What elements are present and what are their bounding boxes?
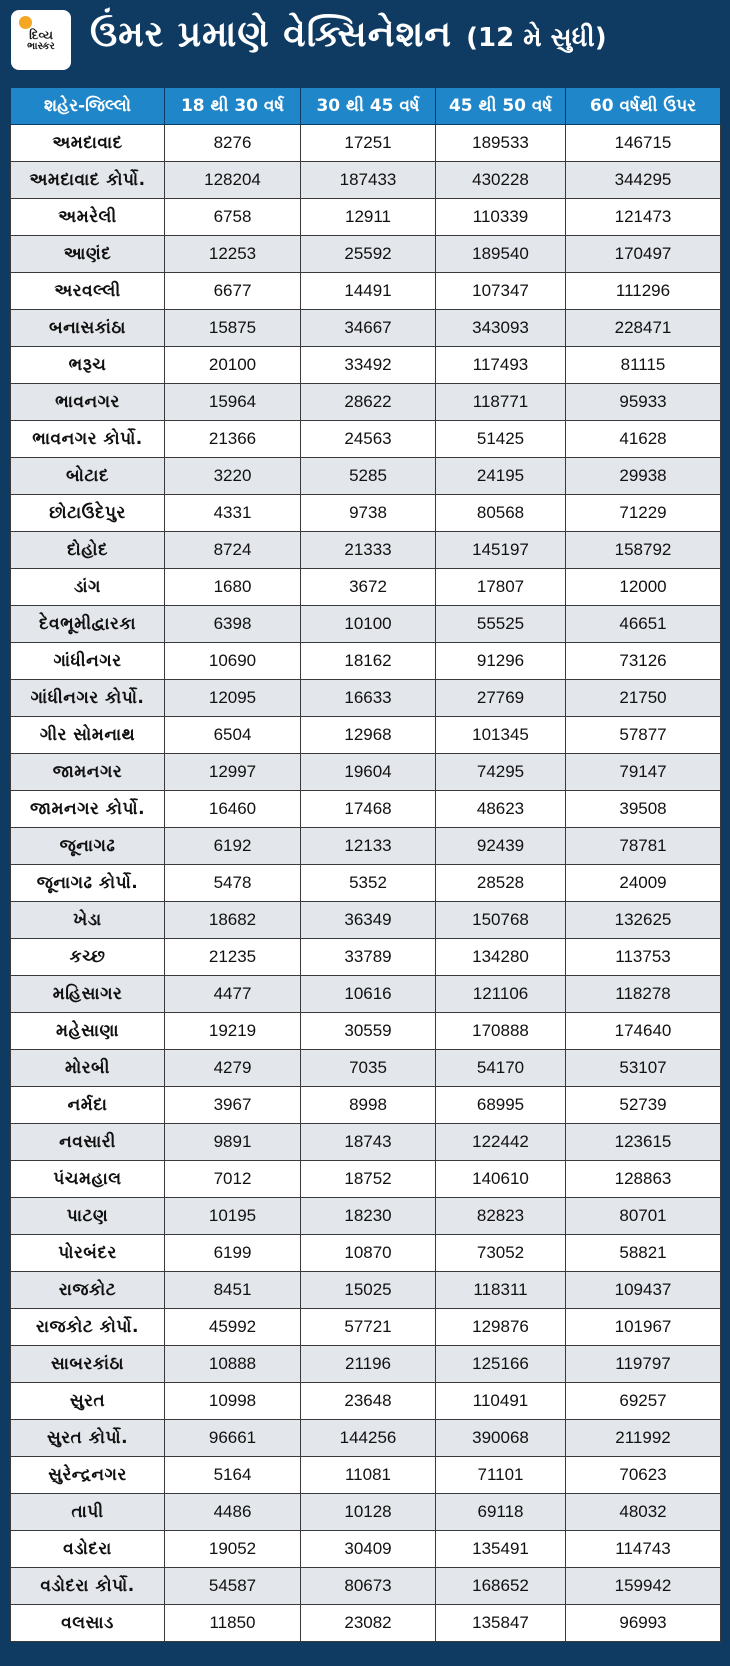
age-18-30-cell: 4331 [165,495,301,532]
age-60-plus-cell: 228471 [566,310,721,347]
age-45-50-cell: 28528 [436,865,566,902]
column-header-city: શહેર-જિલ્લો [11,88,165,125]
table-body [11,125,721,1642]
age-30-45-cell: 12133 [301,828,436,865]
age-60-plus-cell: 113753 [566,939,721,976]
age-60-plus-cell: 96993 [566,1605,721,1642]
age-30-45-cell: 36349 [301,902,436,939]
table-row [11,1420,721,1457]
vaccination-table [10,87,721,1642]
age-30-45-cell: 21196 [301,1346,436,1383]
age-18-30-cell: 15964 [165,384,301,421]
age-45-50-cell: 390068 [436,1420,566,1457]
age-45-50-cell: 430228 [436,162,566,199]
age-45-50-cell: 92439 [436,828,566,865]
city-cell: ગાંધીનગર કોર્પો. [11,680,165,717]
age-60-plus-cell: 128863 [566,1161,721,1198]
city-cell: મહિસાગર [11,976,165,1013]
age-18-30-cell: 6398 [165,606,301,643]
table-row [11,1605,721,1642]
table-row [11,606,721,643]
city-cell: જૂનાગઢ કોર્પો. [11,865,165,902]
age-45-50-cell: 135847 [436,1605,566,1642]
table-row [11,976,721,1013]
brand-logo [11,10,71,70]
table-row [11,495,721,532]
age-60-plus-cell: 41628 [566,421,721,458]
age-30-45-cell: 7035 [301,1050,436,1087]
age-60-plus-cell: 101967 [566,1309,721,1346]
age-18-30-cell: 6199 [165,1235,301,1272]
age-60-plus-cell: 29938 [566,458,721,495]
age-60-plus-cell: 39508 [566,791,721,828]
city-cell: વડોદરા કોર્પો. [11,1568,165,1605]
age-18-30-cell: 3220 [165,458,301,495]
age-30-45-cell: 9738 [301,495,436,532]
table-row [11,1124,721,1161]
age-30-45-cell: 30409 [301,1531,436,1568]
age-18-30-cell: 8276 [165,125,301,162]
age-30-45-cell: 23648 [301,1383,436,1420]
age-45-50-cell: 110491 [436,1383,566,1420]
age-60-plus-cell: 70623 [566,1457,721,1494]
age-18-30-cell: 10195 [165,1198,301,1235]
age-30-45-cell: 21333 [301,532,436,569]
title-date: (12 મે સુધી) [466,23,607,53]
age-60-plus-cell: 121473 [566,199,721,236]
table-row [11,310,721,347]
age-30-45-cell: 11081 [301,1457,436,1494]
city-cell: વલસાડ [11,1605,165,1642]
age-18-30-cell: 4279 [165,1050,301,1087]
age-18-30-cell: 16460 [165,791,301,828]
age-30-45-cell: 18230 [301,1198,436,1235]
city-cell: અમદાવાદ કોર્પો. [11,162,165,199]
age-30-45-cell: 18162 [301,643,436,680]
age-45-50-cell: 17807 [436,569,566,606]
age-18-30-cell: 4477 [165,976,301,1013]
city-cell: સુરેન્દ્રનગર [11,1457,165,1494]
table-row [11,1494,721,1531]
table-row [11,754,721,791]
column-header-18-30: 18 થી 30 વર્ષ [165,88,301,125]
table-row [11,532,721,569]
city-cell: બનાસકાંઠા [11,310,165,347]
city-cell: વડોદરા [11,1531,165,1568]
city-cell: દેવભૂમીદ્વારકા [11,606,165,643]
city-cell: અમદાવાદ [11,125,165,162]
age-45-50-cell: 343093 [436,310,566,347]
city-cell: નવસારી [11,1124,165,1161]
age-60-plus-cell: 80701 [566,1198,721,1235]
age-18-30-cell: 5164 [165,1457,301,1494]
age-60-plus-cell: 78781 [566,828,721,865]
table-row [11,458,721,495]
age-60-plus-cell: 57877 [566,717,721,754]
age-30-45-cell: 28622 [301,384,436,421]
age-18-30-cell: 20100 [165,347,301,384]
age-30-45-cell: 57721 [301,1309,436,1346]
age-18-30-cell: 12997 [165,754,301,791]
age-60-plus-cell: 109437 [566,1272,721,1309]
table-row [11,569,721,606]
age-18-30-cell: 21235 [165,939,301,976]
city-cell: કચ્છ [11,939,165,976]
table-row [11,125,721,162]
age-30-45-cell: 16633 [301,680,436,717]
age-30-45-cell: 25592 [301,236,436,273]
age-18-30-cell: 3967 [165,1087,301,1124]
age-30-45-cell: 33492 [301,347,436,384]
age-30-45-cell: 19604 [301,754,436,791]
age-45-50-cell: 110339 [436,199,566,236]
city-cell: તાપી [11,1494,165,1531]
age-18-30-cell: 6677 [165,273,301,310]
age-45-50-cell: 68995 [436,1087,566,1124]
age-18-30-cell: 18682 [165,902,301,939]
age-60-plus-cell: 24009 [566,865,721,902]
table-header-row [11,88,721,125]
age-60-plus-cell: 95933 [566,384,721,421]
age-60-plus-cell: 158792 [566,532,721,569]
age-30-45-cell: 10128 [301,1494,436,1531]
age-30-45-cell: 187433 [301,162,436,199]
age-60-plus-cell: 114743 [566,1531,721,1568]
age-45-50-cell: 48623 [436,791,566,828]
table-row [11,384,721,421]
age-18-30-cell: 6504 [165,717,301,754]
age-18-30-cell: 15875 [165,310,301,347]
table-row [11,902,721,939]
age-45-50-cell: 51425 [436,421,566,458]
table-row [11,1568,721,1605]
city-cell: જામનગર [11,754,165,791]
age-60-plus-cell: 73126 [566,643,721,680]
city-cell: અમરેલી [11,199,165,236]
table-row [11,1161,721,1198]
city-cell: સુરત કોર્પો. [11,1420,165,1457]
city-cell: ખેડા [11,902,165,939]
age-18-30-cell: 12253 [165,236,301,273]
age-45-50-cell: 122442 [436,1124,566,1161]
age-45-50-cell: 24195 [436,458,566,495]
age-30-45-cell: 5352 [301,865,436,902]
city-cell: જામનગર કોર્પો. [11,791,165,828]
age-18-30-cell: 21366 [165,421,301,458]
age-60-plus-cell: 46651 [566,606,721,643]
city-cell: પાટણ [11,1198,165,1235]
table-row [11,643,721,680]
age-60-plus-cell: 174640 [566,1013,721,1050]
age-18-30-cell: 10690 [165,643,301,680]
age-18-30-cell: 6192 [165,828,301,865]
age-30-45-cell: 5285 [301,458,436,495]
age-30-45-cell: 144256 [301,1420,436,1457]
age-60-plus-cell: 12000 [566,569,721,606]
city-cell: મોરબી [11,1050,165,1087]
city-cell: જૂનાગઢ [11,828,165,865]
city-cell: ભરૂચ [11,347,165,384]
age-30-45-cell: 3672 [301,569,436,606]
age-60-plus-cell: 53107 [566,1050,721,1087]
table-row [11,1235,721,1272]
age-30-45-cell: 24563 [301,421,436,458]
age-45-50-cell: 91296 [436,643,566,680]
city-cell: અરવલ્લી [11,273,165,310]
age-30-45-cell: 12911 [301,199,436,236]
age-30-45-cell: 17251 [301,125,436,162]
age-60-plus-cell: 211992 [566,1420,721,1457]
age-45-50-cell: 82823 [436,1198,566,1235]
column-header-30-45: 30 થી 45 વર્ષ [301,88,436,125]
age-45-50-cell: 145197 [436,532,566,569]
age-30-45-cell: 18752 [301,1161,436,1198]
age-18-30-cell: 4486 [165,1494,301,1531]
age-18-30-cell: 8724 [165,532,301,569]
table-row [11,865,721,902]
table-row [11,828,721,865]
age-30-45-cell: 30559 [301,1013,436,1050]
city-cell: આણંદ [11,236,165,273]
age-30-45-cell: 34667 [301,310,436,347]
age-18-30-cell: 96661 [165,1420,301,1457]
city-cell: સુરત [11,1383,165,1420]
age-18-30-cell: 11850 [165,1605,301,1642]
age-45-50-cell: 129876 [436,1309,566,1346]
age-45-50-cell: 27769 [436,680,566,717]
age-60-plus-cell: 146715 [566,125,721,162]
age-30-45-cell: 18743 [301,1124,436,1161]
age-18-30-cell: 1680 [165,569,301,606]
age-18-30-cell: 19219 [165,1013,301,1050]
age-60-plus-cell: 132625 [566,902,721,939]
city-cell: બોટાદ [11,458,165,495]
age-30-45-cell: 8998 [301,1087,436,1124]
city-cell: નર્મદા [11,1087,165,1124]
age-45-50-cell: 107347 [436,273,566,310]
age-18-30-cell: 12095 [165,680,301,717]
age-45-50-cell: 71101 [436,1457,566,1494]
table-row [11,1050,721,1087]
page-title [90,14,607,74]
age-60-plus-cell: 52739 [566,1087,721,1124]
age-45-50-cell: 55525 [436,606,566,643]
age-45-50-cell: 134280 [436,939,566,976]
age-60-plus-cell: 111296 [566,273,721,310]
page-header [0,0,730,88]
age-45-50-cell: 168652 [436,1568,566,1605]
age-18-30-cell: 10998 [165,1383,301,1420]
age-60-plus-cell: 159942 [566,1568,721,1605]
age-45-50-cell: 118771 [436,384,566,421]
age-18-30-cell: 6758 [165,199,301,236]
city-cell: પંચમહાલ [11,1161,165,1198]
table-row [11,1457,721,1494]
age-18-30-cell: 7012 [165,1161,301,1198]
table-row [11,1198,721,1235]
age-30-45-cell: 15025 [301,1272,436,1309]
age-60-plus-cell: 58821 [566,1235,721,1272]
age-30-45-cell: 10870 [301,1235,436,1272]
sun-icon [19,16,32,29]
age-18-30-cell: 9891 [165,1124,301,1161]
table-row [11,347,721,384]
logo-text-line1: દિવ્ય [29,28,53,43]
age-60-plus-cell: 119797 [566,1346,721,1383]
age-45-50-cell: 117493 [436,347,566,384]
age-45-50-cell: 101345 [436,717,566,754]
age-45-50-cell: 69118 [436,1494,566,1531]
age-60-plus-cell: 79147 [566,754,721,791]
age-30-45-cell: 10100 [301,606,436,643]
age-18-30-cell: 54587 [165,1568,301,1605]
table-row [11,1346,721,1383]
age-30-45-cell: 10616 [301,976,436,1013]
table-row [11,1531,721,1568]
age-18-30-cell: 8451 [165,1272,301,1309]
age-45-50-cell: 54170 [436,1050,566,1087]
table-row [11,162,721,199]
table-row [11,1013,721,1050]
age-45-50-cell: 140610 [436,1161,566,1198]
age-60-plus-cell: 118278 [566,976,721,1013]
table-row [11,421,721,458]
city-cell: મહેસાણા [11,1013,165,1050]
table-row [11,1383,721,1420]
age-45-50-cell: 189540 [436,236,566,273]
age-45-50-cell: 121106 [436,976,566,1013]
table-row [11,680,721,717]
table-row [11,939,721,976]
table-row [11,273,721,310]
age-60-plus-cell: 71229 [566,495,721,532]
city-cell: સાબરકાંઠા [11,1346,165,1383]
city-cell: રાજકોટ કોર્પો. [11,1309,165,1346]
table-row [11,1272,721,1309]
city-cell: રાજકોટ [11,1272,165,1309]
age-60-plus-cell: 21750 [566,680,721,717]
title-main: ઉંમર પ્રમાણે વેક્સિનેશન [90,14,453,55]
age-45-50-cell: 80568 [436,495,566,532]
table-row [11,199,721,236]
city-cell: દોહોદ [11,532,165,569]
column-header-45-50: 45 થી 50 વર્ષ [436,88,566,125]
age-30-45-cell: 33789 [301,939,436,976]
age-45-50-cell: 189533 [436,125,566,162]
city-cell: ભાવનગર [11,384,165,421]
age-30-45-cell: 80673 [301,1568,436,1605]
age-30-45-cell: 17468 [301,791,436,828]
age-18-30-cell: 128204 [165,162,301,199]
logo-text-line2: ભાસ્કર [27,41,55,53]
age-60-plus-cell: 344295 [566,162,721,199]
city-cell: છોટાઉદેપુર [11,495,165,532]
age-60-plus-cell: 48032 [566,1494,721,1531]
age-45-50-cell: 170888 [436,1013,566,1050]
age-30-45-cell: 12968 [301,717,436,754]
city-cell: ભાવનગર કોર્પો. [11,421,165,458]
age-18-30-cell: 19052 [165,1531,301,1568]
age-60-plus-cell: 123615 [566,1124,721,1161]
column-header-60-plus: 60 વર્ષથી ઉપર [566,88,721,125]
age-18-30-cell: 10888 [165,1346,301,1383]
table-row [11,1309,721,1346]
city-cell: પોરબંદર [11,1235,165,1272]
age-18-30-cell: 45992 [165,1309,301,1346]
city-cell: ગાંધીનગર [11,643,165,680]
age-45-50-cell: 118311 [436,1272,566,1309]
age-18-30-cell: 5478 [165,865,301,902]
age-30-45-cell: 14491 [301,273,436,310]
table-row [11,791,721,828]
city-cell: ડાંગ [11,569,165,606]
age-60-plus-cell: 81115 [566,347,721,384]
age-60-plus-cell: 170497 [566,236,721,273]
table-row [11,717,721,754]
table-row [11,236,721,273]
age-45-50-cell: 73052 [436,1235,566,1272]
age-45-50-cell: 125166 [436,1346,566,1383]
age-45-50-cell: 74295 [436,754,566,791]
table-row [11,1087,721,1124]
age-60-plus-cell: 69257 [566,1383,721,1420]
city-cell: ગીર સોમનાથ [11,717,165,754]
age-45-50-cell: 135491 [436,1531,566,1568]
age-30-45-cell: 23082 [301,1605,436,1642]
age-45-50-cell: 150768 [436,902,566,939]
